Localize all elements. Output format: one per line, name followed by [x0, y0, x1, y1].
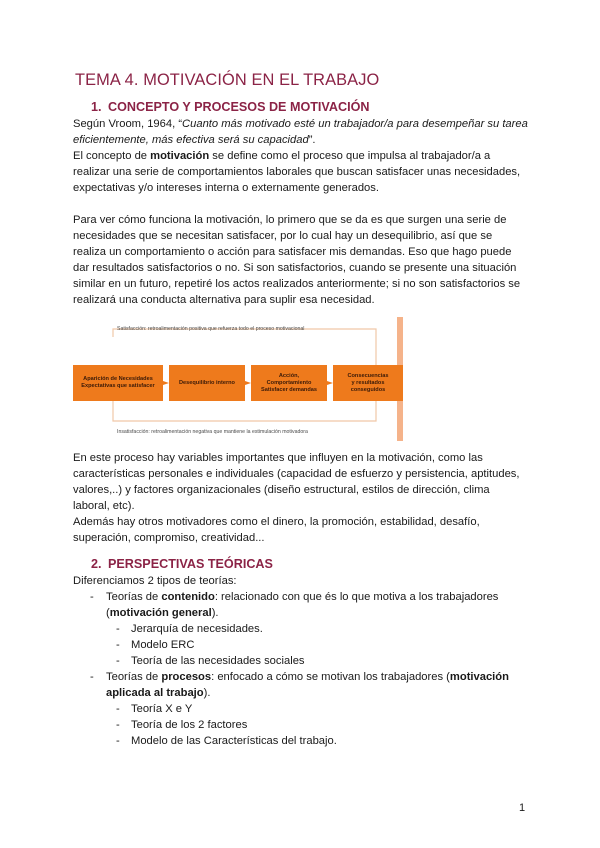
box-needs-line2: Expectativas que satisfacer	[81, 383, 155, 389]
section-1-heading	[91, 98, 528, 116]
section-2-title: PERSPECTIVAS TEÓRICAS	[108, 557, 273, 571]
box-action	[251, 365, 327, 401]
dissatisfaction-loop-line	[113, 401, 376, 421]
section-1-title: CONCEPTO Y PROCESOS DE MOTIVACIÓN	[108, 100, 370, 114]
box-action-line1: Acción,	[278, 372, 300, 379]
list-item: - Teoría X e Y	[106, 701, 528, 717]
motivators-paragraph: Además hay otros motivadores como el dinero, la promoción, estabilidad, desafío, superación, compromiso, creatividad...	[73, 516, 480, 544]
box-consequences	[333, 365, 403, 401]
quote-suffix: ”.	[308, 134, 316, 146]
variables-paragraph: En este proceso hay variables importantes que influyen en la motivación, como las características personales e individuales (capacidad de esfuerzo y persistencia, aptitudes, valores,..) y factores organizacionales (diseño estructural, estilos de dirección, clima laboral, etc).	[73, 452, 520, 512]
box-needs	[73, 365, 163, 401]
dissatisfaction-label: Insatisfacción: retroalimentación negativa que mantiene la estimulación motivadora	[117, 429, 308, 435]
box-consequences-line2: y resultados	[351, 379, 385, 386]
box-needs-line1: Aparición de Necesidades	[83, 376, 153, 382]
content-theories-sublist	[106, 621, 528, 669]
item2-pre: Teorías de	[106, 671, 162, 683]
list-item: - Jerarquía de necesidades.	[106, 621, 528, 637]
list-item: - Modelo ERC	[106, 637, 528, 653]
box-action-line2: Comportamiento	[266, 379, 312, 386]
quote-text: Cuanto más motivado esté un trabajador/a para desempeñar su tarea eficientemente, más efectiva será su capacidad	[73, 118, 528, 146]
page-number: 1	[519, 802, 526, 814]
item1-end: ).	[211, 607, 219, 619]
list-item: - Teoría de las necesidades sociales	[106, 653, 528, 669]
item1-post: : relacionado con que és lo que motiva a los trabajadores (	[106, 591, 499, 619]
list-item: - Teoría de los 2 factores	[106, 717, 528, 733]
section-2-heading	[91, 555, 528, 573]
theories-list	[73, 589, 528, 749]
satisfaction-label: Satisfacción: retroalimentación positiva que refuerza todo el proceso motivacional	[117, 326, 305, 332]
box-action-line3: Satisfacer demandas	[261, 386, 317, 393]
item2-post: : enfocado a cómo se motivan los trabajadores (	[211, 671, 450, 683]
vroom-quote	[73, 116, 528, 148]
item1-pre: Teorías de	[106, 591, 162, 603]
page-title: TEMA 4. MOTIVACIÓN EN EL TRABAJO	[75, 71, 380, 89]
item2-bold2: motivación aplicada al trabajo	[106, 671, 509, 699]
satisfaction-loop-line	[113, 329, 376, 365]
section-1-number: 1.	[91, 100, 102, 114]
theories-intro: Diferenciamos 2 tipos de teorías:	[73, 575, 237, 587]
definition-pre: El concepto de	[73, 150, 151, 162]
process-paragraph: Para ver cómo funciona la motivación, lo primero que se da es que surgen una serie de necesidades que se necesitan satisfacer, por lo cual hay un desequilibrio, así que se realiza un comportamiento o acción para satisfacer mis demandas. Eso que hago puede dar resultados satisfactorios o no. Si son satisfactorios, cuando se presente una situación similar en un futuro, repetiré los actos realizados anteriormente; si no son satisfactorios se realizará una conducta alternativa para suplir esa necesidad.	[73, 214, 521, 306]
box-imbalance-line1: Desequilibrio interno	[179, 379, 235, 386]
item2-bold: procesos	[161, 671, 212, 683]
section-2-number: 2.	[91, 557, 102, 571]
motivation-definition	[73, 148, 528, 196]
box-consequences-line1: Consecuencias	[347, 372, 389, 379]
page-content	[73, 72, 528, 749]
item2-end: ).	[203, 687, 211, 699]
item1-bold2: motivación general	[109, 607, 212, 619]
definition-text: se define como el proceso que impulsa al trabajador/a a realizar una serie de comportamientos laborales que buscan satisfacer unas necesidades, expectativas y/o intereses interna o externamente generados.	[73, 150, 521, 194]
motivation-process-diagram	[73, 317, 403, 441]
box-imbalance	[169, 365, 245, 401]
list-item: - Modelo de las Características del trabajo.	[106, 733, 528, 749]
item1-bold: contenido	[161, 591, 215, 603]
process-theories-sublist	[106, 701, 528, 749]
list-item-content-theories	[73, 589, 528, 669]
list-item-process-theories	[73, 669, 528, 749]
box-consequences-line3: conseguidos	[350, 386, 386, 393]
definition-term: motivación	[150, 150, 210, 162]
quote-prefix: Según Vroom, 1964, “	[73, 118, 183, 130]
